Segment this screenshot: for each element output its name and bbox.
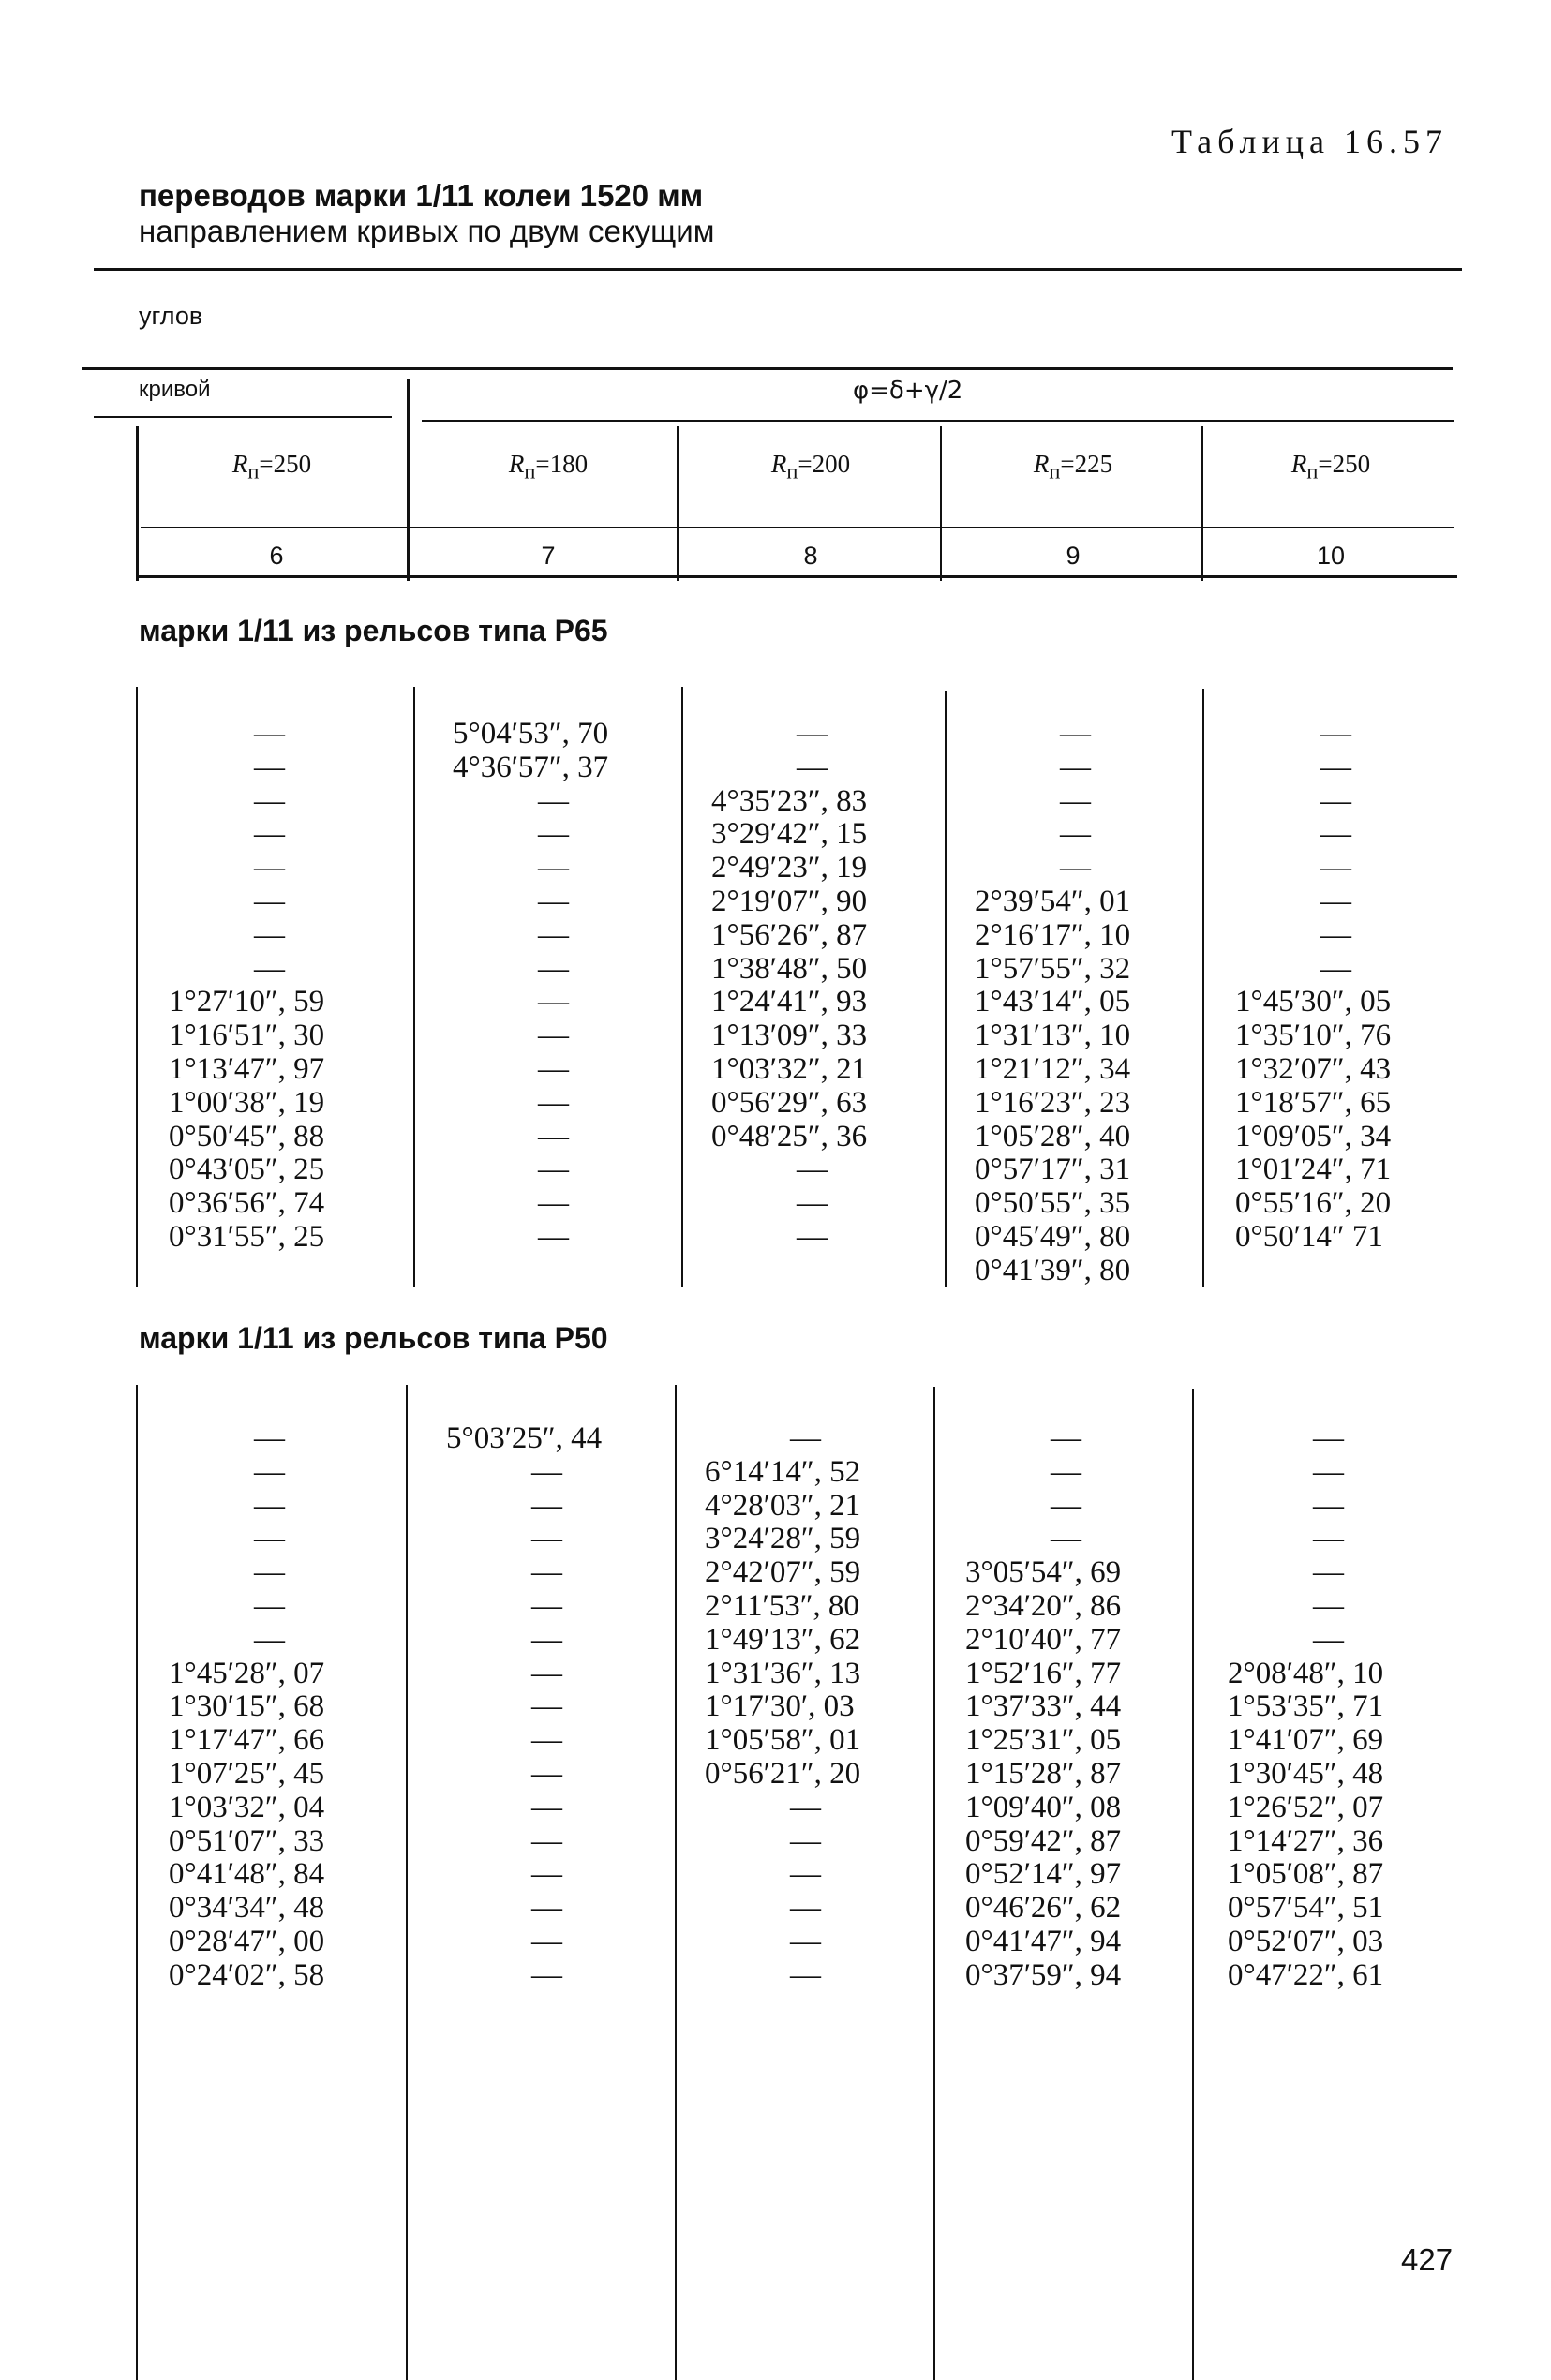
table-cell: — <box>254 884 285 918</box>
table-cell: 3°29′42″, 15 <box>711 817 868 852</box>
table-cell: 0°41′39″, 80 <box>975 1253 1131 1287</box>
table-cell: 1°26′52″, 07 <box>1228 1790 1384 1824</box>
table-cell: — <box>538 1051 569 1086</box>
section-title-p50: марки 1/11 из рельсов типа Р50 <box>139 1321 608 1355</box>
table-cell: — <box>531 1689 562 1724</box>
table-cell: 1°24′41″, 93 <box>711 985 868 1019</box>
table-cell: 1°57′55″, 32 <box>975 951 1131 986</box>
table-cell: 4°36′57″, 37 <box>453 750 609 784</box>
radius-header-col9 <box>947 450 1200 483</box>
table-cell: 1°35′10″, 76 <box>1235 1019 1392 1053</box>
radius-subscript: п <box>1049 459 1061 483</box>
table-cell: — <box>254 1522 285 1556</box>
column-number-8: 8 <box>803 542 818 570</box>
table-cell: 1°07′25″, 45 <box>169 1756 325 1791</box>
table-cell: 1°15′28″, 87 <box>965 1756 1122 1791</box>
table-cell: 2°16′17″, 10 <box>975 917 1131 952</box>
table-cell: 4°35′23″, 83 <box>711 783 868 818</box>
table-cell: 0°56′29″, 63 <box>711 1085 868 1120</box>
table-cell: 2°08′48″, 10 <box>1228 1656 1384 1690</box>
table-cell: 0°50′45″, 88 <box>169 1119 325 1153</box>
table-cell: 1°30′45″, 48 <box>1228 1756 1384 1791</box>
table-cell: — <box>1313 1421 1344 1455</box>
table-cell: 1°05′58″, 01 <box>705 1723 861 1758</box>
table-cell: — <box>1313 1588 1344 1623</box>
table-cell: — <box>254 917 285 952</box>
table-cell: 1°09′40″, 08 <box>965 1790 1122 1824</box>
title-line-2: направлением кривых по двум секущим <box>139 214 715 248</box>
table-cell: 0°57′54″, 51 <box>1228 1891 1384 1926</box>
s1-column-7 <box>453 718 654 1255</box>
radius-subscript: п <box>247 459 260 483</box>
table-cell: 4°28′03″, 21 <box>705 1488 861 1523</box>
table-cell: — <box>538 1119 569 1153</box>
header-vsep-2 <box>677 426 679 581</box>
table-cell: 1°41′07″, 69 <box>1228 1723 1384 1758</box>
table-cell: 2°49′23″, 19 <box>711 851 868 885</box>
table-cell: 3°24′28″, 59 <box>705 1522 861 1556</box>
table-cell: — <box>538 1153 569 1187</box>
table-cell: 1°16′23″, 23 <box>975 1085 1131 1120</box>
radius-symbol: R <box>508 450 525 478</box>
s2-vsep-1 <box>406 1385 408 2380</box>
s1-vsep-3 <box>945 691 947 1287</box>
table-cell: — <box>797 750 828 784</box>
s2-column-8 <box>705 1422 906 1993</box>
table-cell: — <box>1320 817 1351 852</box>
table-cell: 0°57′17″, 31 <box>975 1153 1131 1187</box>
title-line-1: переводов марки 1/11 колеи 1520 мм <box>139 178 704 213</box>
table-cell: 0°55′16″, 20 <box>1235 1186 1392 1221</box>
header-rule-right <box>422 420 1454 422</box>
table-cell: 1°18′57″, 65 <box>1235 1085 1392 1120</box>
table-cell: 1°56′26″, 87 <box>711 917 868 952</box>
table-cell: — <box>1320 851 1351 885</box>
table-cell: — <box>1313 1555 1344 1590</box>
table-cell: — <box>790 1823 821 1858</box>
s2-column-6 <box>169 1422 370 1993</box>
column-number-10: 10 <box>1316 542 1346 570</box>
section-title-p65: марки 1/11 из рельсов типа Р65 <box>139 614 608 647</box>
table-cell: — <box>538 985 569 1019</box>
table-cell: 1°14′27″, 36 <box>1228 1823 1384 1858</box>
radius-value: =200 <box>798 450 851 478</box>
s2-vsep-2 <box>675 1385 677 2380</box>
table-cell: 1°27′10″, 59 <box>169 985 325 1019</box>
table-cell: 1°00′38″, 19 <box>169 1085 325 1120</box>
table-cell: — <box>797 1186 828 1221</box>
table-cell: — <box>1051 1454 1081 1489</box>
table-cell: — <box>538 817 569 852</box>
radius-symbol: R <box>1290 450 1307 478</box>
radius-symbol: R <box>231 450 248 478</box>
table-cell: — <box>254 1588 285 1623</box>
table-cell: 0°28′47″, 00 <box>169 1924 325 1958</box>
table-cell: 1°16′51″, 30 <box>169 1019 325 1053</box>
header-vsep-left-edge <box>136 426 139 581</box>
radius-symbol: R <box>770 450 787 478</box>
table-cell: 0°41′47″, 94 <box>965 1924 1122 1958</box>
formula-phi: φ=δ+γ/2 <box>853 377 963 405</box>
radius-symbol: R <box>1033 450 1050 478</box>
table-cell: 2°39′54″, 01 <box>975 884 1131 918</box>
table-cell: 0°50′14″ 71 <box>1235 1219 1383 1254</box>
table-top-rule <box>94 268 1462 271</box>
table-cell: 1°32′07″, 43 <box>1235 1051 1392 1086</box>
table-cell: — <box>531 1823 562 1858</box>
subhead-curve: кривой <box>139 377 211 402</box>
table-cell: 0°41′48″, 84 <box>169 1857 325 1892</box>
table-cell: 1°53′35″, 71 <box>1228 1689 1384 1724</box>
table-cell: — <box>1051 1488 1081 1523</box>
table-cell: — <box>1320 750 1351 784</box>
table-cell: — <box>254 851 285 885</box>
table-cell: — <box>254 1622 285 1657</box>
table-cell: — <box>254 1488 285 1523</box>
table-cell: — <box>254 951 285 986</box>
subhead-angles: углов <box>139 302 203 330</box>
table-cell: — <box>790 1790 821 1824</box>
table-cell: — <box>797 717 828 751</box>
table-cell: 1°17′30′, 03 <box>705 1689 855 1724</box>
table-cell: — <box>1320 917 1351 952</box>
radius-header-col6 <box>150 450 394 483</box>
table-cell: 0°56′21″, 20 <box>705 1756 861 1791</box>
table-cell: — <box>531 1790 562 1824</box>
header-rule-left <box>94 416 392 418</box>
table-cell: 1°45′30″, 05 <box>1235 985 1392 1019</box>
table-cell: — <box>254 783 285 818</box>
table-cell: 1°13′47″, 97 <box>169 1051 325 1086</box>
table-cell: 0°24′02″, 58 <box>169 1957 325 1992</box>
radius-subscript: п <box>786 459 798 483</box>
table-cell: — <box>1313 1488 1344 1523</box>
table-cell: — <box>538 783 569 818</box>
table-cell: 0°34′34″, 48 <box>169 1891 325 1926</box>
table-cell: — <box>1051 1421 1081 1455</box>
table-cell: 1°03′32″, 21 <box>711 1051 868 1086</box>
table-cell: 1°31′13″, 10 <box>975 1019 1131 1053</box>
s2-column-7 <box>446 1422 648 1993</box>
table-cell: 0°59′42″, 87 <box>965 1823 1122 1858</box>
s2-column-9 <box>965 1422 1167 1993</box>
table-cell: 0°52′14″, 97 <box>965 1857 1122 1892</box>
table-cell: 0°50′55″, 35 <box>975 1186 1131 1221</box>
table-cell: — <box>1060 750 1091 784</box>
table-cell: 1°49′13″, 62 <box>705 1622 861 1657</box>
s2-vsep-left <box>136 1385 138 2380</box>
table-cell: 0°31′55″, 25 <box>169 1219 325 1254</box>
table-cell: 1°21′12″, 34 <box>975 1051 1131 1086</box>
radius-header-col7 <box>422 450 675 483</box>
table-cell: — <box>531 1656 562 1690</box>
radius-subscript: п <box>1306 459 1319 483</box>
radius-value: =180 <box>535 450 589 478</box>
radius-value: =250 <box>1318 450 1371 478</box>
table-cell: 1°30′15″, 68 <box>169 1689 325 1724</box>
table-cell: 2°42′07″, 59 <box>705 1555 861 1590</box>
table-cell: 1°17′47″, 66 <box>169 1723 325 1758</box>
table-cell: — <box>790 1957 821 1992</box>
table-cell: — <box>797 1153 828 1187</box>
table-cell: 0°51′07″, 33 <box>169 1823 325 1858</box>
table-cell: 3°05′54″, 69 <box>965 1555 1122 1590</box>
table-cell: — <box>1060 717 1091 751</box>
table-cell: 0°46′26″, 62 <box>965 1891 1122 1926</box>
table-cell: — <box>531 1454 562 1489</box>
table-cell: 1°01′24″, 71 <box>1235 1153 1392 1187</box>
column-number-7: 7 <box>541 542 556 570</box>
table-cell: 1°03′32″, 04 <box>169 1790 325 1824</box>
table-cell: — <box>538 1019 569 1053</box>
table-cell: — <box>538 917 569 952</box>
table-cell: — <box>254 717 285 751</box>
table-cell: — <box>790 1891 821 1926</box>
column-number-9: 9 <box>1066 542 1081 570</box>
s1-vsep-2 <box>681 687 683 1287</box>
table-cell: 0°47′22″, 61 <box>1228 1957 1384 1992</box>
radius-header-col8 <box>684 450 937 483</box>
header-rule-1 <box>82 367 1453 370</box>
table-cell: — <box>531 1891 562 1926</box>
radius-subscript: п <box>524 459 536 483</box>
table-cell: — <box>538 851 569 885</box>
table-cell: — <box>790 1857 821 1892</box>
table-cell: — <box>1060 817 1091 852</box>
table-cell: 2°19′07″, 90 <box>711 884 868 918</box>
table-cell: — <box>1051 1522 1081 1556</box>
table-cell: — <box>254 1555 285 1590</box>
table-cell: 1°52′16″, 77 <box>965 1656 1122 1690</box>
table-cell: — <box>1313 1454 1344 1489</box>
header-vsep-1 <box>407 379 410 581</box>
table-cell: 1°31′36″, 13 <box>705 1656 861 1690</box>
table-cell: 1°05′28″, 40 <box>975 1119 1131 1153</box>
table-cell: 2°34′20″, 86 <box>965 1588 1122 1623</box>
table-cell: 0°48′25″, 36 <box>711 1119 868 1153</box>
table-cell: — <box>1320 783 1351 818</box>
s2-column-10 <box>1228 1422 1429 1993</box>
table-cell: — <box>531 1488 562 1523</box>
s2-vsep-4 <box>1192 1389 1194 2380</box>
s1-vsep-left <box>136 687 138 1287</box>
table-cell: 0°37′59″, 94 <box>965 1957 1122 1992</box>
table-label: Таблица 16.57 <box>1171 123 1448 160</box>
s1-column-6 <box>169 718 370 1255</box>
s1-column-9 <box>975 718 1176 1288</box>
header-vsep-4 <box>1201 426 1203 581</box>
table-cell: 1°37′33″, 44 <box>965 1689 1122 1724</box>
table-cell: — <box>531 1857 562 1892</box>
radius-header-col10 <box>1209 450 1453 483</box>
table-cell: 1°38′48″, 50 <box>711 951 868 986</box>
table-cell: — <box>1060 851 1091 885</box>
table-cell: 1°05′08″, 87 <box>1228 1857 1384 1892</box>
column-number-6: 6 <box>269 542 284 570</box>
page-number: 427 <box>1401 2242 1454 2277</box>
table-cell: — <box>531 1756 562 1791</box>
table-cell: 1°43′14″, 05 <box>975 985 1131 1019</box>
table-cell: — <box>531 1622 562 1657</box>
table-cell: — <box>790 1924 821 1958</box>
table-cell: — <box>1320 884 1351 918</box>
s1-column-10 <box>1235 718 1437 1255</box>
s2-vsep-3 <box>933 1387 935 2380</box>
table-cell: 1°09′05″, 34 <box>1235 1119 1392 1153</box>
table-cell: 1°45′28″, 07 <box>169 1656 325 1690</box>
table-cell: — <box>254 817 285 852</box>
table-cell: — <box>531 1924 562 1958</box>
table-cell: — <box>1313 1522 1344 1556</box>
table-cell: — <box>790 1421 821 1455</box>
table-cell: — <box>538 884 569 918</box>
table-cell: — <box>254 1421 285 1455</box>
table-cell: 1°25′31″, 05 <box>965 1723 1122 1758</box>
table-cell: — <box>1320 717 1351 751</box>
table-cell: 0°43′05″, 25 <box>169 1153 325 1187</box>
table-cell: — <box>1320 951 1351 986</box>
table-cell: 5°03′25″, 44 <box>446 1421 603 1455</box>
table-cell: — <box>254 1454 285 1489</box>
table-cell: — <box>531 1723 562 1758</box>
table-cell: — <box>538 1085 569 1120</box>
header-vsep-3 <box>940 426 942 581</box>
table-cell: 2°10′40″, 77 <box>965 1622 1122 1657</box>
table-cell: — <box>254 750 285 784</box>
s1-column-8 <box>711 718 913 1255</box>
table-cell: 2°11′53″, 80 <box>705 1588 859 1623</box>
s1-vsep-1 <box>413 687 415 1287</box>
table-cell: 1°13′09″, 33 <box>711 1019 868 1053</box>
radius-value: =225 <box>1060 450 1113 478</box>
table-cell: — <box>531 1555 562 1590</box>
table-cell: — <box>538 951 569 986</box>
table-cell: — <box>538 1219 569 1254</box>
header-rule-numbers-top <box>141 527 1454 528</box>
table-cell: — <box>1060 783 1091 818</box>
table-cell: — <box>1313 1622 1344 1657</box>
table-cell: 0°36′56″, 74 <box>169 1186 325 1221</box>
header-bottom-rule <box>136 575 1457 578</box>
table-cell: — <box>531 1522 562 1556</box>
table-cell: — <box>531 1588 562 1623</box>
table-cell: 0°45′49″, 80 <box>975 1219 1131 1254</box>
table-cell: — <box>797 1219 828 1254</box>
table-cell: — <box>531 1957 562 1992</box>
radius-value: =250 <box>259 450 312 478</box>
table-cell: 0°52′07″, 03 <box>1228 1924 1384 1958</box>
table-cell: — <box>538 1186 569 1221</box>
s1-vsep-4 <box>1202 689 1204 1287</box>
table-cell: 6°14′14″, 52 <box>705 1454 861 1489</box>
table-cell: 5°04′53″, 70 <box>453 717 609 751</box>
